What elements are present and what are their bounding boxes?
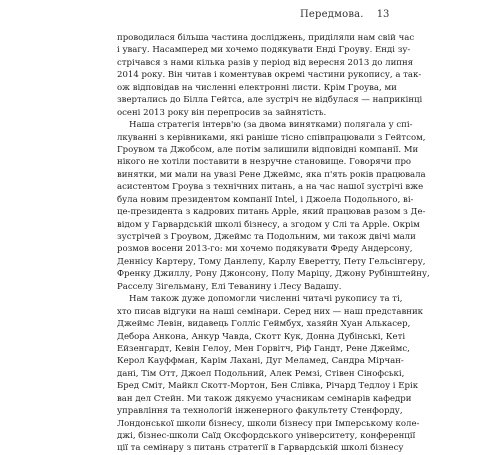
text-line: осені 2013 року він перепросив за зайнятість. xyxy=(117,107,327,118)
text-line: дані, Тім Отт, Джоел Подольний, Алек Ремзі, Стівен Сінофські, xyxy=(117,368,405,379)
text-line: була новим президентом компанії Intel, і Джоела Подольного, ві- xyxy=(117,194,414,205)
text-line: ції та семінару з питань стратегії в Гарвардській школі бізнесу xyxy=(117,443,404,454)
text-line: управління та технологій інженерного факультету Стенфорду, xyxy=(117,406,403,417)
text-line: звертались до Білла Гейтса, але зустріч не відбулася — наприкінці xyxy=(117,95,423,106)
text-line: нікого не хотіли поставити в незручне становище. Говорячи про xyxy=(117,157,412,168)
text-line: стрічався з нами кілька разів у період від вересня 2013 до липня xyxy=(117,57,414,68)
section-title: Передмова. xyxy=(300,9,364,20)
text-line: 2014 року. Він читав і коментував окремі частини рукопису, а так- xyxy=(117,70,422,81)
text-line: проводилася більша частина досліджень, приділяли нам свій час xyxy=(117,33,415,43)
text-line: Деннісу Картеру, Тому Данлепу, Карлу Евереттy, Пету Гельсінгеру, xyxy=(117,256,426,267)
text-line: Бред Сміт, Майкл Скотт-Мортон, Бен Слівка, Річард Тедлоу і Ерік xyxy=(117,381,419,392)
text-line: Гроувом та Джобсом, але потім залишили відповідні компанії. Ми xyxy=(117,144,419,155)
text-line: Джеймс Левін, видавець Голліс Геймбух, хазяйн Хуан Алькасер, xyxy=(117,319,411,330)
text-line: лкуванні з керівниками, які раніше тісно співпрацювали з Гейтсом, xyxy=(117,132,426,143)
text-line: розмов восени 2013-го: ми хочемо подякувати Фреду Андерсону, xyxy=(117,244,413,255)
running-header xyxy=(300,9,389,20)
page-number: 13 xyxy=(376,9,390,20)
text-line: Френку Джиллу, Рону Джонсону, Полу Маріцу, Джону Рубінштейну, xyxy=(117,269,430,280)
text-line: асистентом Гроува з технічних питань, а на час нашої зустрічі вже xyxy=(117,182,424,193)
text-line: Расселу Зігельману, Елі Теванину і Лесу Вадашу. xyxy=(117,281,342,292)
paragraph xyxy=(117,32,423,119)
text-line: зустрічей з Гроувом, Джеймс та Подольним, ми також двічі мали xyxy=(117,232,416,242)
text-line: ван дел Стейн. Ми також дякуємо учасникам семінарів кафедри xyxy=(117,393,412,404)
text-line: джі, бізнес-школи Саїд Оксфордського університету, конференції xyxy=(117,431,416,441)
text-line: хто писав відгуки на наші семінари. Серед них — наш представник xyxy=(117,306,424,317)
text-line: ож відповідав на численні електронні листи. Крім Гроува, ми xyxy=(117,82,397,93)
text-line: Лондонської школи бізнесу, школи бізнесу при Імперському коле- xyxy=(117,418,420,429)
text-line: Керол Кауффман, Карім Лахані, Дуг Меламед, Сандра Мірчан- xyxy=(117,356,404,367)
text-line: винятки, ми мали на увазі Рене Джеймс, яка п'ять років працювала xyxy=(117,169,426,180)
text-line: Нам також дуже допомогли численні читачі рукопису та ті, xyxy=(129,294,403,305)
text-line: Наша стратегія інтерв'ю (за двома винятками) полягала у спі- xyxy=(129,120,413,131)
paragraph xyxy=(117,293,424,455)
text-line: Ейзенгардт, Кевін Гелоу, Мен Горвітч, Ріф Гандт, Рене Джеймс, xyxy=(117,343,410,354)
text-line: Дебора Анкона, Анкур Чавда, Скотт Кук, Донна Дубінські, Кеті xyxy=(117,331,406,342)
paragraph xyxy=(117,119,430,293)
text-line: це-президента з кадрових питань Apple, який працював разом з Де- xyxy=(117,207,426,218)
text-line: відом у Гарвардській школі бізнесу, а згодом у Слі та Apple. Окрім xyxy=(117,219,420,230)
body-text xyxy=(117,32,430,455)
text-line: і увагу. Насамперед ми хочемо подякувати Енді Гроуву. Енді зу- xyxy=(117,45,411,56)
